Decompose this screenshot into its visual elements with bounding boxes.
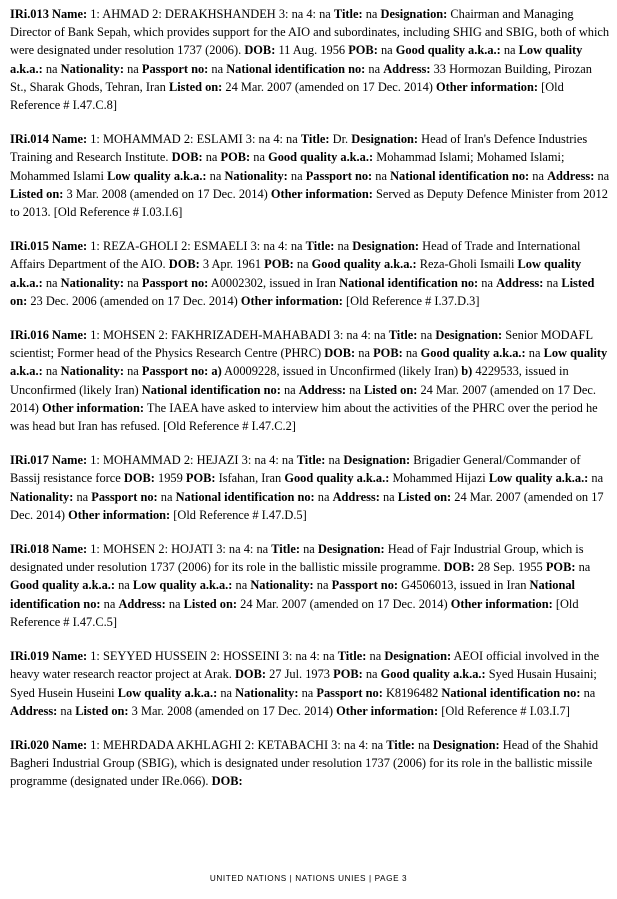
field-value: na [380,43,393,58]
field-label: Good quality a.k.a.: [395,43,501,58]
list-entry [10,5,610,114]
field-label: Address: [383,61,431,76]
field-label: Address: [496,275,544,290]
field-label: Low quality a.k.a.: [10,346,608,379]
field-value: na [382,489,395,504]
entry-reference: IRi.016 [10,328,49,343]
field-value: na [405,346,418,361]
field-value: Reza-Gholi Ismaili [419,257,515,272]
field-label: a) [211,364,222,379]
field-value: na [528,346,541,361]
field-value: na [290,168,303,183]
field-label: POB: [220,150,251,165]
entry-reference: IRi.017 [10,453,49,468]
field-value: na [358,346,370,361]
field-label: Low quality a.k.a.: [10,257,582,290]
field-value: na [296,257,309,272]
field-value: na [301,685,314,700]
field-label: Nationality: [235,685,299,700]
field-label: Title: [271,542,300,557]
field-value: K8196482 [385,685,439,700]
field-label: Good quality a.k.a.: [380,667,486,682]
field-value: na [365,7,378,21]
field-label: Name: [52,649,88,664]
field-value: 4229533, issued in Unconfirmed (likely Iran) [10,364,569,397]
field-value: Dr. [332,132,349,147]
field-label: DOB: [211,774,243,789]
field-value: 24 Mar. 2007 (amended on 17 Dec. 2014) [10,382,596,415]
list-entry [10,130,610,221]
field-label: b) [461,364,473,379]
field-label: POB: [333,667,363,682]
field-label: Designation: [380,7,448,21]
field-label: Title: [386,737,415,752]
field-value: na [303,542,315,557]
field-label: Passport no: [141,275,209,290]
field-label: Other information: [68,507,171,522]
field-value: 24 Mar. 2007 (amended on 17 Dec. 2014) [10,489,604,522]
field-label: DOB: [443,560,475,575]
field-label: Address: [332,489,380,504]
field-value: na [60,703,73,718]
field-label: Listed on: [168,79,223,94]
field-label: Other information: [336,703,439,718]
field-value: na [127,61,139,76]
field-value: na [420,328,433,343]
field-value: 11 Aug. 1956 [278,43,346,58]
field-value: na [418,737,430,752]
field-value: [Old Reference # I.47.D.5] [173,507,307,522]
list-entry [10,647,610,720]
field-value: na [118,578,130,593]
field-label: Listed on: [10,275,595,308]
field-label: Listed on: [75,703,129,718]
field-label: Name: [52,542,88,557]
field-value: [Old Reference # I.47.C.5] [10,596,579,629]
list-entry [10,540,610,631]
field-label: Good quality a.k.a.: [284,471,390,486]
field-value: Chairman and Managing Director of Bank Sepah, which provides support for the AIO and subordinates, including SHIG and SBIG, both of which were designated under resolution 1737 (2006). [10,7,610,58]
field-value: 1: SEYYED HUSSEIN 2: HOSSEINI 3: na 4: na [90,649,335,664]
field-value: Head of Iran's Defence Industries Training and Research Institute. [10,132,588,165]
field-label: Listed on: [363,382,418,397]
field-value: 3 Mar. 2008 (amended on 17 Dec. 2014) [66,186,268,201]
field-label: Nationality: [60,275,124,290]
field-label: Designation: [435,328,503,343]
field-value: na [583,685,596,700]
field-value: 33 Hormozan Building, Pirozan St., Sharak Ghods, Tehran, Iran [10,61,592,94]
field-value: Head of the Shahid Bagheri Industrial Group (SBIG), which is designated under resolution 1737 (2006) for its role in the ballistic missile programme (designated under IRe.066). [10,737,599,789]
field-value: na [365,667,378,682]
field-label: Other information: [436,79,538,94]
field-label: DOB: [324,346,356,361]
field-label: POB: [545,560,576,575]
field-label: National identification no: [226,61,366,76]
field-label: Title: [333,7,363,21]
field-value: Served as Deputy Defence Minister from 2012 to 2013. [Old Reference # I.03.I.6] [10,186,608,220]
sanctions-list [10,5,610,791]
field-value: A0009228, issued in Unconfirmed (likely Iran) [224,364,459,379]
field-value: na [205,150,218,165]
field-value: Head of Trade and International Affairs Department of the AIO. [10,239,581,272]
field-label: Low quality a.k.a.: [117,685,218,700]
field-value: na [532,168,544,183]
field-label: Name: [52,239,88,254]
field-value: 24 Mar. 2007 (amended on 17 Dec. 2014) [225,79,433,94]
field-label: National identification no: [441,685,581,700]
field-label: Passport no: [316,685,383,700]
field-value: 1: MOHAMMAD 2: HEJAZI 3: na 4: na [90,453,294,468]
field-label: Designation: [351,132,419,147]
field-label: Nationality: [10,489,74,504]
field-value: na [209,168,222,183]
field-label: Nationality: [60,364,124,379]
field-label: DOB: [123,471,155,486]
field-value: 1959 [158,471,183,486]
field-value: na [349,382,361,397]
field-value: na [591,471,604,486]
field-value: na [369,649,382,664]
field-value: na [328,453,341,468]
field-label: Other information: [42,400,145,415]
entry-reference: IRi.013 [10,7,49,21]
field-label: Name: [52,737,88,752]
field-label: National identification no: [175,489,315,504]
field-label: Nationality: [250,578,314,593]
field-value: Isfahan, Iran [218,471,282,486]
field-value: Brigadier General/Commander of Bassij resistance force [10,453,581,486]
field-label: Good quality a.k.a.: [268,150,374,165]
field-value: na [168,596,181,611]
field-label: DOB: [244,43,276,58]
field-value: na [578,560,591,575]
field-label: Other information: [270,186,373,201]
field-value: na [481,275,493,290]
field-value: 1: MOHSEN 2: FAKHRIZADEH-MAHABADI 3: na 4: na [90,328,386,343]
field-value: na [253,150,265,165]
field-label: Designation: [384,649,452,664]
field-value: na [317,489,330,504]
field-value: 1: MEHRDADA AKHLAGHI 2: KETABACHI 3: na 4: na [90,737,384,752]
field-label: Passport no: [141,364,209,379]
field-value: G4506013, issued in Iran [401,578,527,593]
field-value: 1: AHMAD 2: DERAKHSHANDEH 3: na 4: na [90,7,331,21]
field-value: A0002302, issued in Iran [210,275,337,290]
field-label: Low quality a.k.a.: [107,168,207,183]
field-value: 1: MOHAMMAD 2: ESLAMI 3: na 4: na [90,132,298,147]
entry-reference: IRi.018 [10,542,49,557]
page-footer: UNITED NATIONS | NATIONS UNIES | PAGE 3 [209,874,408,883]
document-body [10,5,610,807]
field-label: DOB: [171,150,203,165]
field-value: [Old Reference # I.03.I.7] [441,703,570,718]
field-label: Low quality a.k.a.: [488,471,589,486]
field-value: 3 Mar. 2008 (amended on 17 Dec. 2014) [131,703,333,718]
field-label: Passport no: [331,578,399,593]
field-value: na [503,43,516,58]
field-label: Nationality: [224,168,288,183]
field-label: Other information: [450,596,553,611]
field-label: Designation: [352,239,420,254]
field-value: Mohammed Hijazi [392,471,486,486]
field-label: Good quality a.k.a.: [311,257,417,272]
field-label: Low quality a.k.a.: [10,43,583,76]
field-label: Good quality a.k.a.: [10,578,115,593]
field-label: Listed on: [183,596,238,611]
field-label: National identification no: [339,275,479,290]
field-label: National identification no: [390,168,530,183]
field-label: DOB: [168,257,200,272]
field-label: Name: [52,453,88,468]
entry-reference: IRi.019 [10,649,49,664]
field-label: Designation: [432,737,500,752]
field-value: na [211,61,224,76]
field-value: Mohammad Islami; Mohamed Islami; Mohammed Islami [10,150,565,183]
field-label: Address: [118,596,166,611]
field-label: Title: [305,239,335,254]
field-value: na [45,364,58,379]
field-value: na [220,685,233,700]
field-label: Other information: [240,293,343,308]
list-entry [10,237,610,310]
field-value: 28 Sep. 1955 [477,560,543,575]
field-value: na [160,489,173,504]
field-value: na [546,275,559,290]
field-label: POB: [264,257,294,272]
field-label: DOB: [234,667,266,682]
field-label: Designation: [343,453,411,468]
field-label: Name: [52,328,88,343]
field-value: 1: REZA-GHOLI 2: ESMAELI 3: na 4: na [90,239,303,254]
field-label: Title: [388,328,418,343]
field-value: [Old Reference # I.47.C.8] [10,79,564,113]
field-value: na [375,168,387,183]
field-value: Head of Fajr Industrial Group, which is designated under resolution 1737 (2006) for its role in the ballistic missile programme. [10,542,584,575]
field-value: 3 Apr. 1961 [202,257,262,272]
field-label: Listed on: [397,489,452,504]
entry-reference: IRi.015 [10,239,49,254]
field-label: National identification no: [10,578,575,611]
field-value: Syed Husain Husaini; Syed Husein Huseini [10,667,597,700]
field-value: 23 Dec. 2006 (amended on 17 Dec. 2014) [30,293,238,308]
field-label: Passport no: [141,61,209,76]
field-value: AEOI official involved in the heavy water research reactor project at Arak. [10,649,600,682]
field-label: National identification no: [141,382,281,397]
list-entry [10,736,610,791]
list-entry [10,451,610,524]
field-label: Low quality a.k.a.: [132,578,233,593]
field-value: The IAEA have asked to interview him about the activities of the PHRC over the period he was head but Iran has refused. [Old Reference # I.47.C.2] [10,400,598,434]
field-label: Title: [337,649,367,664]
field-value: na [45,61,58,76]
field-label: Designation: [317,542,385,557]
field-value: na [127,275,139,290]
field-value: Senior MODAFL scientist; Former head of the Physics Research Centre (PHRC) [10,328,593,361]
field-label: Good quality a.k.a.: [420,346,526,361]
field-label: Address: [547,168,595,183]
field-label: Title: [300,132,330,147]
field-value: na [316,578,329,593]
field-value: na [283,382,296,397]
field-label: Title: [296,453,326,468]
field-label: Passport no: [91,489,158,504]
field-label: POB: [373,346,403,361]
field-value: [Old Reference # I.37.D.3] [346,293,480,308]
list-entry [10,326,610,435]
field-value: na [368,61,381,76]
field-value: na [597,168,610,183]
field-value: na [337,239,350,254]
field-label: Passport no: [305,168,373,183]
field-label: POB: [185,471,216,486]
field-value: na [127,364,139,379]
field-label: POB: [348,43,378,58]
entry-reference: IRi.014 [10,132,49,147]
field-value: na [45,275,58,290]
field-label: Address: [298,382,347,397]
field-value: 24 Mar. 2007 (amended on 17 Dec. 2014) [240,596,448,611]
field-label: Name: [52,132,88,147]
field-label: Address: [10,703,58,718]
field-value: 27 Jul. 1973 [269,667,331,682]
field-value: na [103,596,116,611]
field-value: na [235,578,248,593]
field-value: na [76,489,89,504]
field-label: Name: [52,7,88,21]
field-label: Nationality: [60,61,124,76]
entry-reference: IRi.020 [10,737,49,752]
field-value: 1: MOHSEN 2: HOJATI 3: na 4: na [90,542,269,557]
field-label: Listed on: [10,186,64,201]
